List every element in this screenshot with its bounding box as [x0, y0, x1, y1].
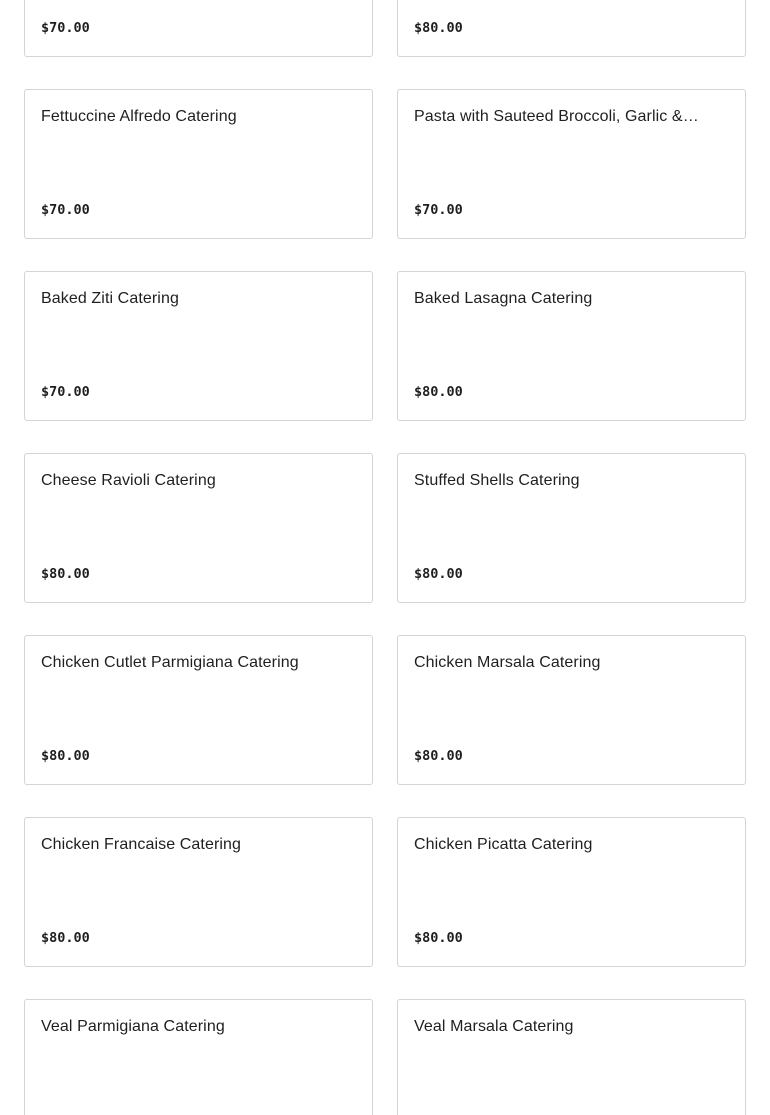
menu-item-name: Veal Parmigiana Catering	[41, 1018, 225, 1035]
menu-item-price: $80.00	[41, 930, 90, 946]
menu-item-name: Pasta with Sauteed Broccoli, Garlic &…	[414, 108, 699, 125]
menu-item-price: $70.00	[41, 20, 90, 36]
menu-item-price: $70.00	[41, 384, 90, 400]
menu-item-price: $80.00	[414, 384, 463, 400]
menu-item-card[interactable]	[397, 0, 746, 57]
menu-item-price: $80.00	[414, 930, 463, 946]
menu-item-name: Cheese Ravioli Catering	[41, 472, 216, 489]
menu-item-price: $80.00	[41, 748, 90, 764]
menu-item-price: $70.00	[41, 202, 90, 218]
menu-item-price: $70.00	[414, 202, 463, 218]
menu-item-card[interactable]	[24, 0, 373, 57]
menu-item-price: $80.00	[414, 748, 463, 764]
menu-item-name: Fettuccine Alfredo Catering	[41, 108, 237, 125]
menu-item-card[interactable]	[397, 89, 746, 239]
menu-item-name: Stuffed Shells Catering	[414, 472, 580, 489]
menu-item-card[interactable]	[24, 89, 373, 239]
menu-item-name: Chicken Cutlet Parmigiana Catering	[41, 654, 299, 671]
menu-item-card[interactable]	[24, 999, 373, 1115]
menu-item-name: Chicken Francaise Catering	[41, 836, 242, 853]
menu-item-card[interactable]	[397, 271, 746, 421]
menu-item-name: Chicken Picatta Catering	[414, 836, 593, 853]
menu-item-price: $80.00	[414, 566, 463, 582]
menu-item-card[interactable]	[397, 817, 746, 967]
menu-item-card[interactable]	[397, 635, 746, 785]
menu-item-card[interactable]	[397, 453, 746, 603]
menu-item-name: Chicken Marsala Catering	[414, 654, 601, 671]
menu-item-name: Baked Lasagna Catering	[414, 290, 593, 307]
menu-item-card[interactable]	[24, 453, 373, 603]
menu-item-name: Veal Marsala Catering	[414, 1018, 574, 1035]
menu-item-name: Baked Ziti Catering	[41, 290, 179, 307]
menu-item-price: $80.00	[41, 566, 90, 582]
menu-item-card[interactable]	[397, 999, 746, 1115]
menu-item-price: $80.00	[414, 20, 463, 36]
menu-item-card[interactable]	[24, 271, 373, 421]
menu-item-card[interactable]	[24, 635, 373, 785]
menu-item-card[interactable]	[24, 817, 373, 967]
